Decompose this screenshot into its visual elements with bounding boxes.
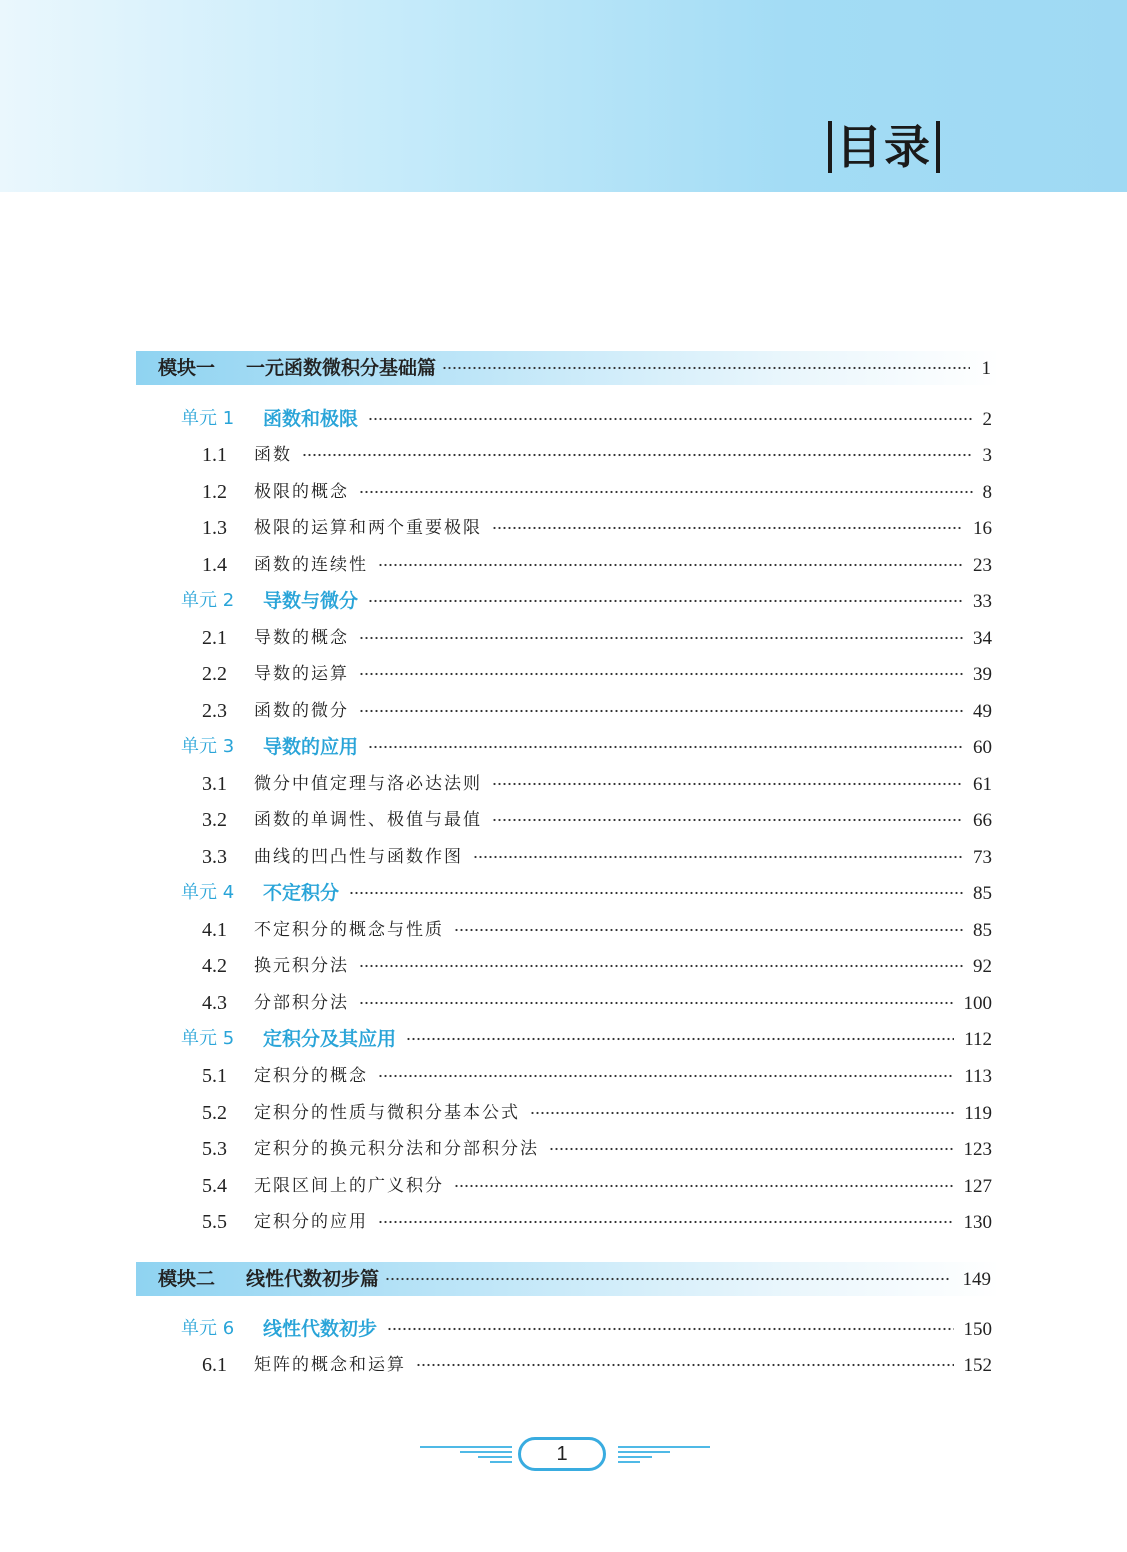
toc-dot-leader [368,416,972,422]
toc-page-number: 34 [973,627,992,649]
toc-entry-title: 导数与微分 [263,589,359,612]
toc-page-number: 123 [963,1138,992,1160]
toc-entry-title: 不定积分的概念与性质 [254,919,444,940]
toc-entry-number: 单元 5 [181,1028,235,1049]
toc-module-row[interactable] [136,351,1000,385]
toc-page-number: 85 [973,919,992,941]
toc-entry-number: 5.2 [202,1102,227,1124]
toc-entry-number: 1.4 [202,554,227,576]
toc-entry-title: 函数的连续性 [254,554,368,575]
toc-page-number: 113 [964,1065,992,1087]
toc-dot-leader [349,890,963,896]
toc-unit-row[interactable] [181,1026,992,1052]
toc-entry-number: 5.5 [202,1211,227,1233]
toc-section-row[interactable] [202,1136,992,1162]
toc-dot-leader [454,927,963,933]
toc-entry-title: 定积分及其应用 [263,1027,397,1050]
toc-entry-number: 2.2 [202,663,227,685]
toc-entry-title: 不定积分 [263,881,340,904]
toc-section-row[interactable] [202,807,992,833]
toc-entry-title: 定积分的应用 [254,1211,368,1232]
toc-section-row[interactable] [202,1063,992,1089]
toc-entry-number: 1.1 [202,444,227,466]
toc-entry-title: 定积分的概念 [254,1065,368,1086]
toc-entry-title: 换元积分法 [254,955,349,976]
toc-entry-number: 4.2 [202,955,227,977]
toc-entry-number: 1.2 [202,481,227,503]
toc-page-number: 39 [973,663,992,685]
page-footer [420,1432,710,1478]
toc-module-row[interactable] [136,1262,1000,1296]
toc-entry-number: 6.1 [202,1354,227,1376]
toc-entry-number: 3.1 [202,773,227,795]
toc-dot-leader [549,1146,954,1152]
toc-section-row[interactable] [202,771,992,797]
toc-dot-leader [387,1326,953,1332]
page-number-badge [518,1437,606,1471]
toc-page-number: 152 [963,1354,992,1376]
toc-page-number: 92 [973,955,992,977]
toc-dot-leader [359,708,963,714]
toc-dot-leader [530,1110,954,1116]
toc-entry-title: 函数和极限 [263,407,359,430]
toc-entry-number: 3.2 [202,809,227,831]
toc-dot-leader [368,744,963,750]
toc-page-number: 49 [973,700,992,722]
toc-page-number: 149 [962,1268,991,1290]
toc-page-number: 66 [973,809,992,831]
toc-entry-number: 5.4 [202,1175,227,1197]
toc-entry-number: 2.1 [202,627,227,649]
toc-page-number: 112 [964,1028,992,1050]
toc-entry-number: 模块二 [158,1267,216,1290]
toc-dot-leader [359,635,963,641]
toc-page-number: 127 [963,1175,992,1197]
toc-dot-leader [359,489,973,495]
toc-entry-title: 微分中值定理与洛必达法则 [254,773,482,794]
footer-left-lines [420,1446,512,1464]
toc-dot-leader [378,562,963,568]
toc-entry-number: 单元 2 [181,590,235,611]
toc-section-row[interactable] [202,442,992,468]
toc-dot-leader [359,671,963,677]
toc-page-number: 100 [963,992,992,1014]
toc-unit-row[interactable] [181,588,992,614]
toc-dot-leader [378,1073,954,1079]
toc-unit-row[interactable] [181,406,992,432]
toc-page-number: 8 [982,481,992,503]
toc-dot-leader [492,817,963,823]
toc-section-row[interactable] [202,479,992,505]
toc-dot-leader [473,854,963,860]
toc-entry-number: 单元 4 [181,882,235,903]
toc-entry-title: 极限的概念 [254,481,349,502]
toc-dot-leader [302,452,973,458]
toc-page-number: 16 [973,517,992,539]
toc-dot-leader [359,963,963,969]
toc-section-row[interactable] [202,515,992,541]
toc-dot-leader [492,525,963,531]
toc-entry-title: 无限区间上的广义积分 [254,1175,444,1196]
toc-page-number: 73 [973,846,992,868]
toc-section-row[interactable] [202,844,992,870]
toc-page-number: 2 [982,408,992,430]
toc-entry-title: 函数 [254,444,292,465]
toc-entry-title: 导数的概念 [254,627,349,648]
toc-entry-title: 曲线的凹凸性与函数作图 [254,846,463,867]
toc-entry-title: 定积分的性质与微积分基本公式 [254,1102,520,1123]
toc-page-number: 33 [973,590,992,612]
toc-entry-number: 单元 3 [181,736,235,757]
toc-page-number: 3 [982,444,992,466]
toc-page-number: 85 [973,882,992,904]
toc-page-number: 61 [973,773,992,795]
toc-page-number: 23 [973,554,992,576]
toc-section-row[interactable] [202,552,992,578]
toc-entry-title: 一元函数微积分基础篇 [246,356,437,379]
toc-page-number: 60 [973,736,992,758]
toc-section-row[interactable] [202,1173,992,1199]
toc-dot-leader [406,1036,954,1042]
toc-entry-title: 导数的运算 [254,663,349,684]
footer-right-lines [618,1446,710,1464]
toc-entry-number: 4.3 [202,992,227,1014]
toc-section-row[interactable] [202,1352,992,1378]
toc-section-row[interactable] [202,1209,992,1235]
toc-dot-leader [359,1000,954,1006]
toc-page-number: 119 [964,1102,992,1124]
toc-section-row[interactable] [202,1100,992,1126]
toc-entry-title: 矩阵的概念和运算 [254,1354,406,1375]
toc-entry-number: 1.3 [202,517,227,539]
toc-entry-title: 分部积分法 [254,992,349,1013]
toc-entry-title: 线性代数初步 [263,1317,378,1340]
toc-section-row[interactable] [202,698,992,724]
title-text: 目录 [836,120,932,174]
toc-section-row[interactable] [202,917,992,943]
toc-dot-leader [492,781,963,787]
toc-entry-title: 导数的应用 [263,735,359,758]
toc-page-number: 130 [963,1211,992,1233]
toc-entry-number: 单元 6 [181,1318,235,1339]
toc-entry-title: 线性代数初步篇 [246,1267,380,1290]
toc-section-row[interactable] [202,661,992,687]
toc-entry-number: 5.1 [202,1065,227,1087]
toc-unit-row[interactable] [181,880,992,906]
toc-dot-leader [385,1276,950,1282]
toc-dot-leader [442,365,969,371]
toc-page-number: 1 [981,357,991,379]
toc-entry-number: 单元 1 [181,408,235,429]
toc-entry-title: 极限的运算和两个重要极限 [254,517,482,538]
toc-section-row[interactable] [202,990,992,1016]
toc-section-row[interactable] [202,953,992,979]
toc-page-number: 150 [963,1318,992,1340]
toc-entry-title: 定积分的换元积分法和分部积分法 [254,1138,539,1159]
toc-entry-title: 函数的单调性、极值与最值 [254,809,482,830]
toc-dot-leader [378,1219,954,1225]
toc-unit-row[interactable] [181,734,992,760]
toc-entry-number: 5.3 [202,1138,227,1160]
toc-section-row[interactable] [202,625,992,651]
toc-dot-leader [454,1183,954,1189]
page-number: 1 [556,1442,568,1465]
toc-dot-leader [416,1362,954,1368]
toc-entry-number: 3.3 [202,846,227,868]
toc-entry-title: 函数的微分 [254,700,349,721]
toc-dot-leader [368,598,963,604]
toc-entry-number: 4.1 [202,919,227,941]
toc-entry-number: 2.3 [202,700,227,722]
toc-entry-number: 模块一 [158,356,216,379]
toc-unit-row[interactable] [181,1316,992,1342]
